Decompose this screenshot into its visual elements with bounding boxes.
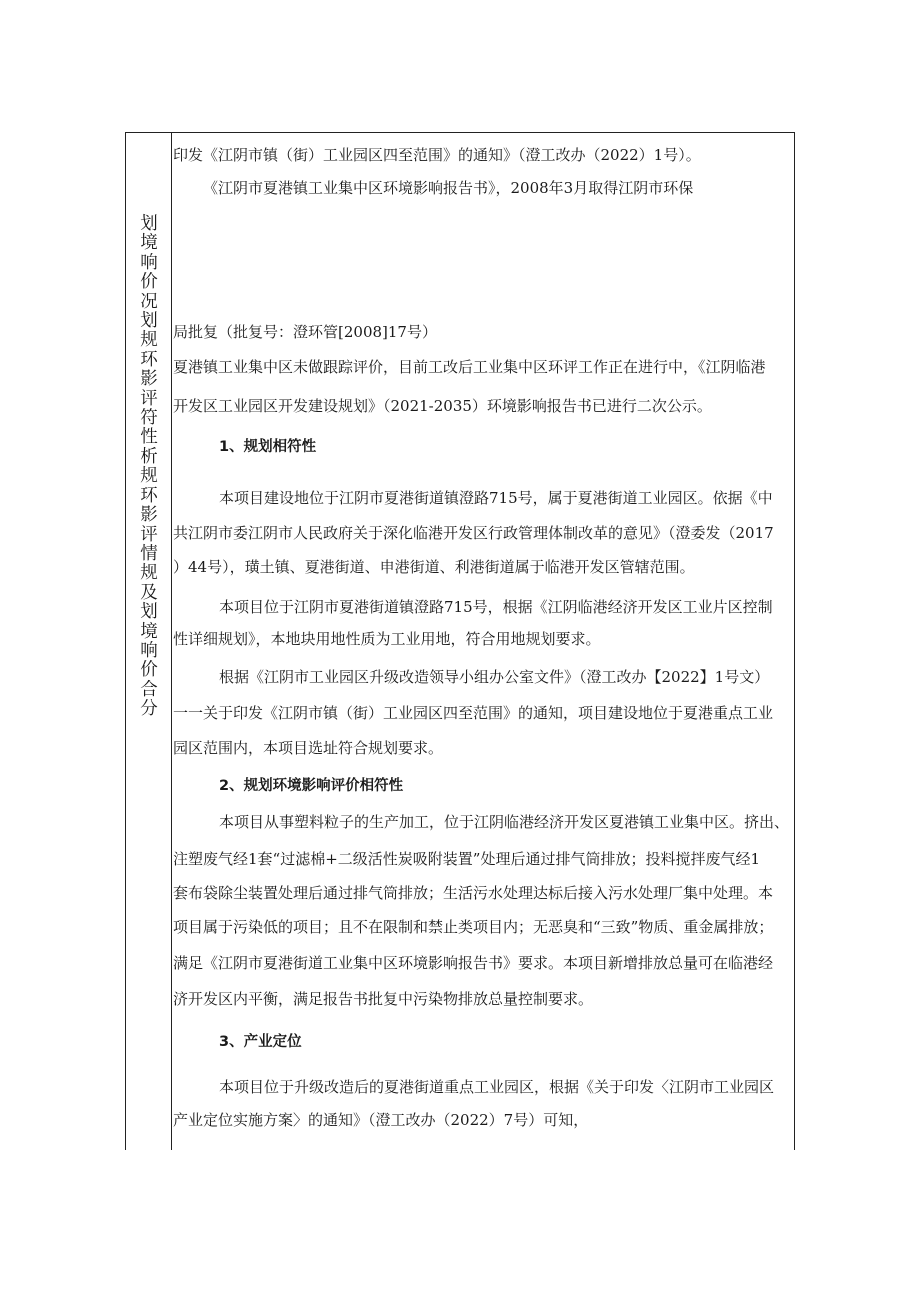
paragraph-line: 一一关于印发《江阴市镇（街）工业园区四至范围》的通知，项目建设地位于夏港重点工业 [173,704,774,722]
paragraph-line: 本项目位于升级改造后的夏港街道重点工业园区，根据《关于印发〈江阴市工业园区 [219,1078,775,1096]
table-top-border [125,132,795,133]
text-line: 开发区工业园区开发建设规划》（2021-2035）环境影响报告书已进行二次公示。 [173,397,712,415]
paragraph-line: 共江阴市委江阴市人民政府关于深化临港开发区行政管理体制改革的意见》（澄委发（2017 [173,524,774,542]
section-heading: 2、规划环境影响评价相符性 [219,778,404,794]
row-label: 划境响价况划规环影评符性析规环影评情规及划境响价合分 [140,214,158,720]
paragraph-line: 产业定位实施方案〉的通知》（澄工改办（2022）7号）可知， [173,1111,589,1129]
table-right-border [794,132,795,1150]
paragraph-line: 满足《江阴市夏港街道工业集中区环境影响报告书》要求。本项目新增排放总量可在临港经 [173,954,774,972]
paragraph-line: 注塑废气经1套“过滤棉+二级活性炭吸附装置”处理后通过排气筒排放；投料搅拌废气经1 [173,850,760,868]
text-line: 局批复（批复号：澄环管[2008]17号） [173,323,437,341]
section-heading: 3、产业定位 [219,1034,302,1050]
paragraph-line: 园区范围内，本项目选址符合规划要求。 [173,739,444,757]
text-line: 夏港镇工业集中区未做跟踪评价，目前工改后工业集中区环评工作正在进行中，《江阴临港 [173,358,766,376]
text-line: 印发《江阴市镇（街）工业园区四至范围》的通知》（澄工改办（2022）1号）。 [173,146,701,164]
text-line: 《江阴市夏港镇工业集中区环境影响报告书》，2008年3月取得江阴市环保 [203,179,694,197]
paragraph-line: 本项目位于江阴市夏港街道镇澄路715号，根据《江阴临港经济开发区工业片区控制 [219,598,773,616]
table-left-border [125,132,126,1150]
paragraph-line: ）44号），璜土镇、夏港街道、申港街道、利港街道属于临港开发区管辖范围。 [173,558,695,576]
paragraph-line: 套布袋除尘装置处理后通过排气筒排放；生活污水处理达标后接入污水处理厂集中处理。本 [173,884,774,902]
paragraph-line: 项目属于污染低的项目；且不在限制和禁止类项目内；无恶臭和“三致”物质、重金属排放； [173,918,774,936]
paragraph-line: 本项目建设地位于江阴市夏港街道镇澄路715号，属于夏港街道工业园区。依据《中 [219,489,773,507]
section-heading: 1、规划相符性 [219,439,317,455]
column-divider [171,132,172,1150]
paragraph-line: 根据《江阴市工业园区升级改造领导小组办公室文件》（澄工改办【2022】1号文） [219,668,770,686]
paragraph-line: 性详细规划》，本地块用地性质为工业用地，符合用地规划要求。 [173,630,601,648]
paragraph-line: 本项目从事塑料粒子的生产加工，位于江阴临港经济开发区夏港镇工业集中区。挤出、 [219,813,790,831]
paragraph-line: 济开发区内平衡，满足报告书批复中污染物排放总量控制要求。 [173,990,594,1008]
